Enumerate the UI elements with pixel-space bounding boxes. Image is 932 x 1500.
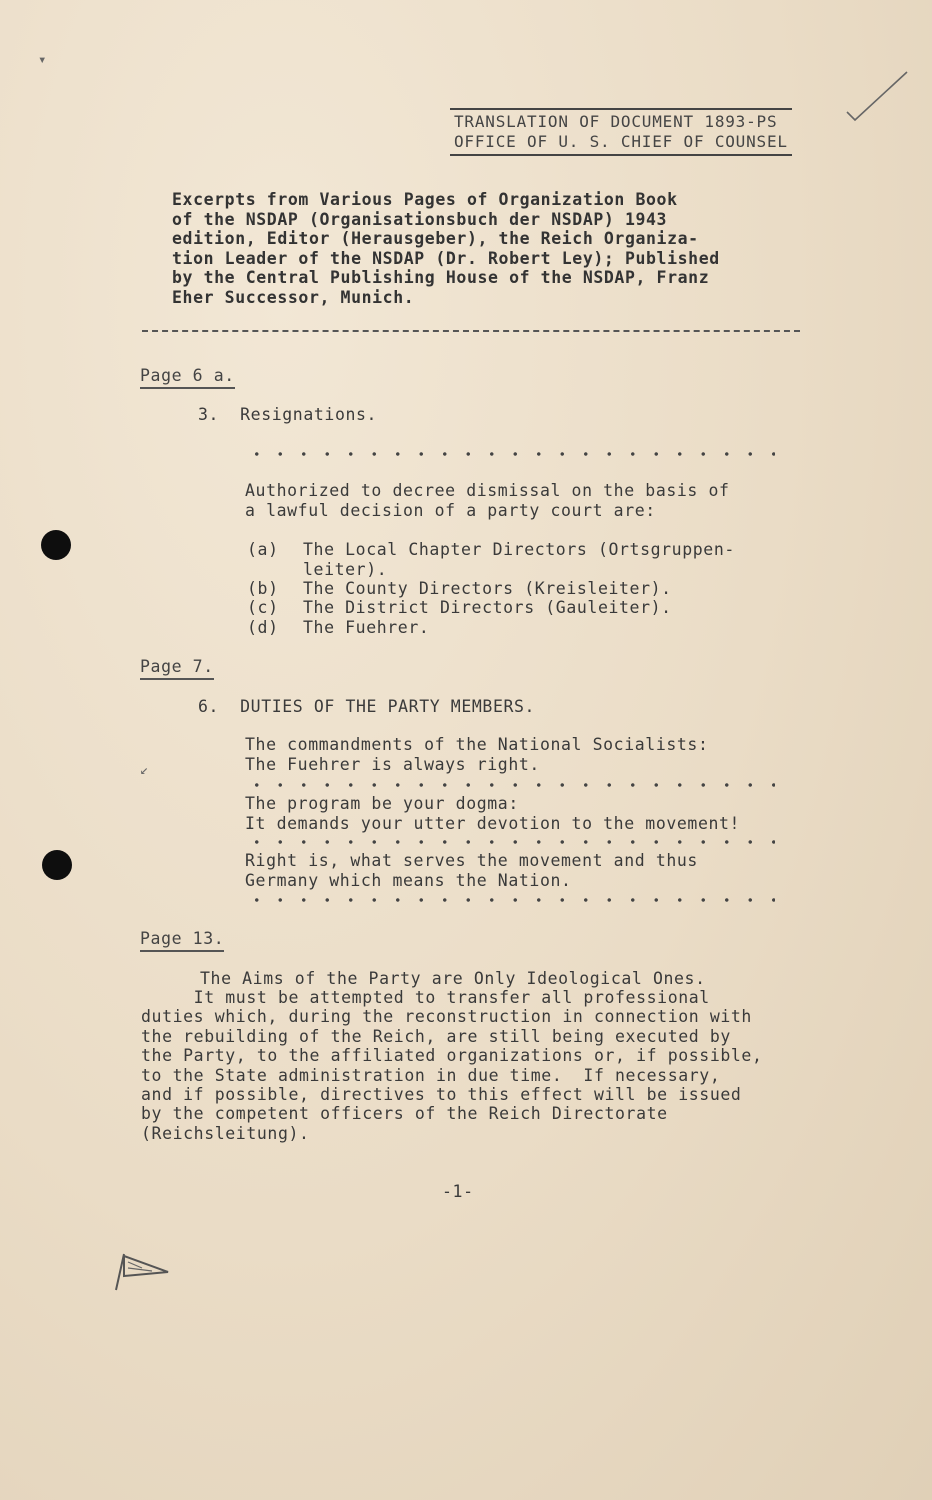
program-block: The program be your dogma: It demands your utter devotion to the movement! (245, 794, 741, 833)
ellipsis-dots (245, 898, 775, 902)
ellipsis-dots (245, 452, 775, 456)
item-text-b: The County Directors (Kreisleiter). (303, 579, 672, 598)
header-line-1: TRANSLATION OF DOCUMENT 1893-PS (454, 112, 778, 131)
item-text-a: The Local Chapter Directors (Ortsgruppen- leiter). (303, 540, 735, 579)
item-text-c: The District Directors (Gauleiter). (303, 598, 672, 617)
punch-hole (41, 530, 71, 560)
punch-hole (42, 850, 72, 880)
checkmark-annotation (845, 68, 910, 123)
pennant-stamp-icon (112, 1250, 174, 1292)
item-label-c: (c) (247, 598, 279, 617)
duties-heading: 6. DUTIES OF THE PARTY MEMBERS. (198, 697, 536, 716)
ellipsis-dots (245, 840, 775, 844)
dismissal-paragraph: Authorized to decree dismissal on the basis of a lawful decision of a party court are: (245, 481, 730, 520)
document-header (450, 108, 792, 156)
ellipsis-dots (245, 783, 775, 787)
aims-body: It must be attempted to transfer all professional duties which, during the reconstruction in connection with the rebuilding of the Reich, are still being executed by the Party, to the affiliated organizations or, if possible, to the State administration in due time. If necessary, and if possible, directives to this effect will be issued by the competent officers of the Reich Directorate (Reichsleitung). (141, 988, 763, 1143)
page-label-6a: Page 6 a. (140, 366, 235, 389)
commandments-block: The commandments of the National Socialists: The Fuehrer is always right. (245, 735, 709, 774)
aims-title: The Aims of the Party are Only Ideological Ones. (200, 969, 706, 988)
stray-mark: ↙ (140, 762, 149, 778)
header-line-2: OFFICE OF U. S. CHIEF OF COUNSEL (454, 132, 788, 151)
page-label-13: Page 13. (140, 929, 224, 952)
intro-paragraph: Excerpts from Various Pages of Organization Book of the NSDAP (Organisationsbuch der NSDAP) 1943 edition, Editor (Herausgeber), the Reich Organiza- tion Leader of the NSDAP (Dr. Robert Ley); Published by the Central Publishing House of the NSDAP, Franz Eher Successor, Munich. (172, 190, 720, 307)
stray-mark: ▾ (38, 52, 47, 68)
item-text-d: The Fuehrer. (303, 618, 430, 637)
page-label-7: Page 7. (140, 657, 214, 680)
item-label-a: (a) (247, 540, 279, 559)
section-divider (142, 330, 800, 332)
resignations-heading: 3. Resignations. (198, 405, 378, 424)
right-block: Right is, what serves the movement and thus Germany which means the Nation. (245, 851, 698, 890)
page-number: -1- (442, 1182, 474, 1201)
item-label-b: (b) (247, 579, 279, 598)
item-label-d: (d) (247, 618, 279, 637)
